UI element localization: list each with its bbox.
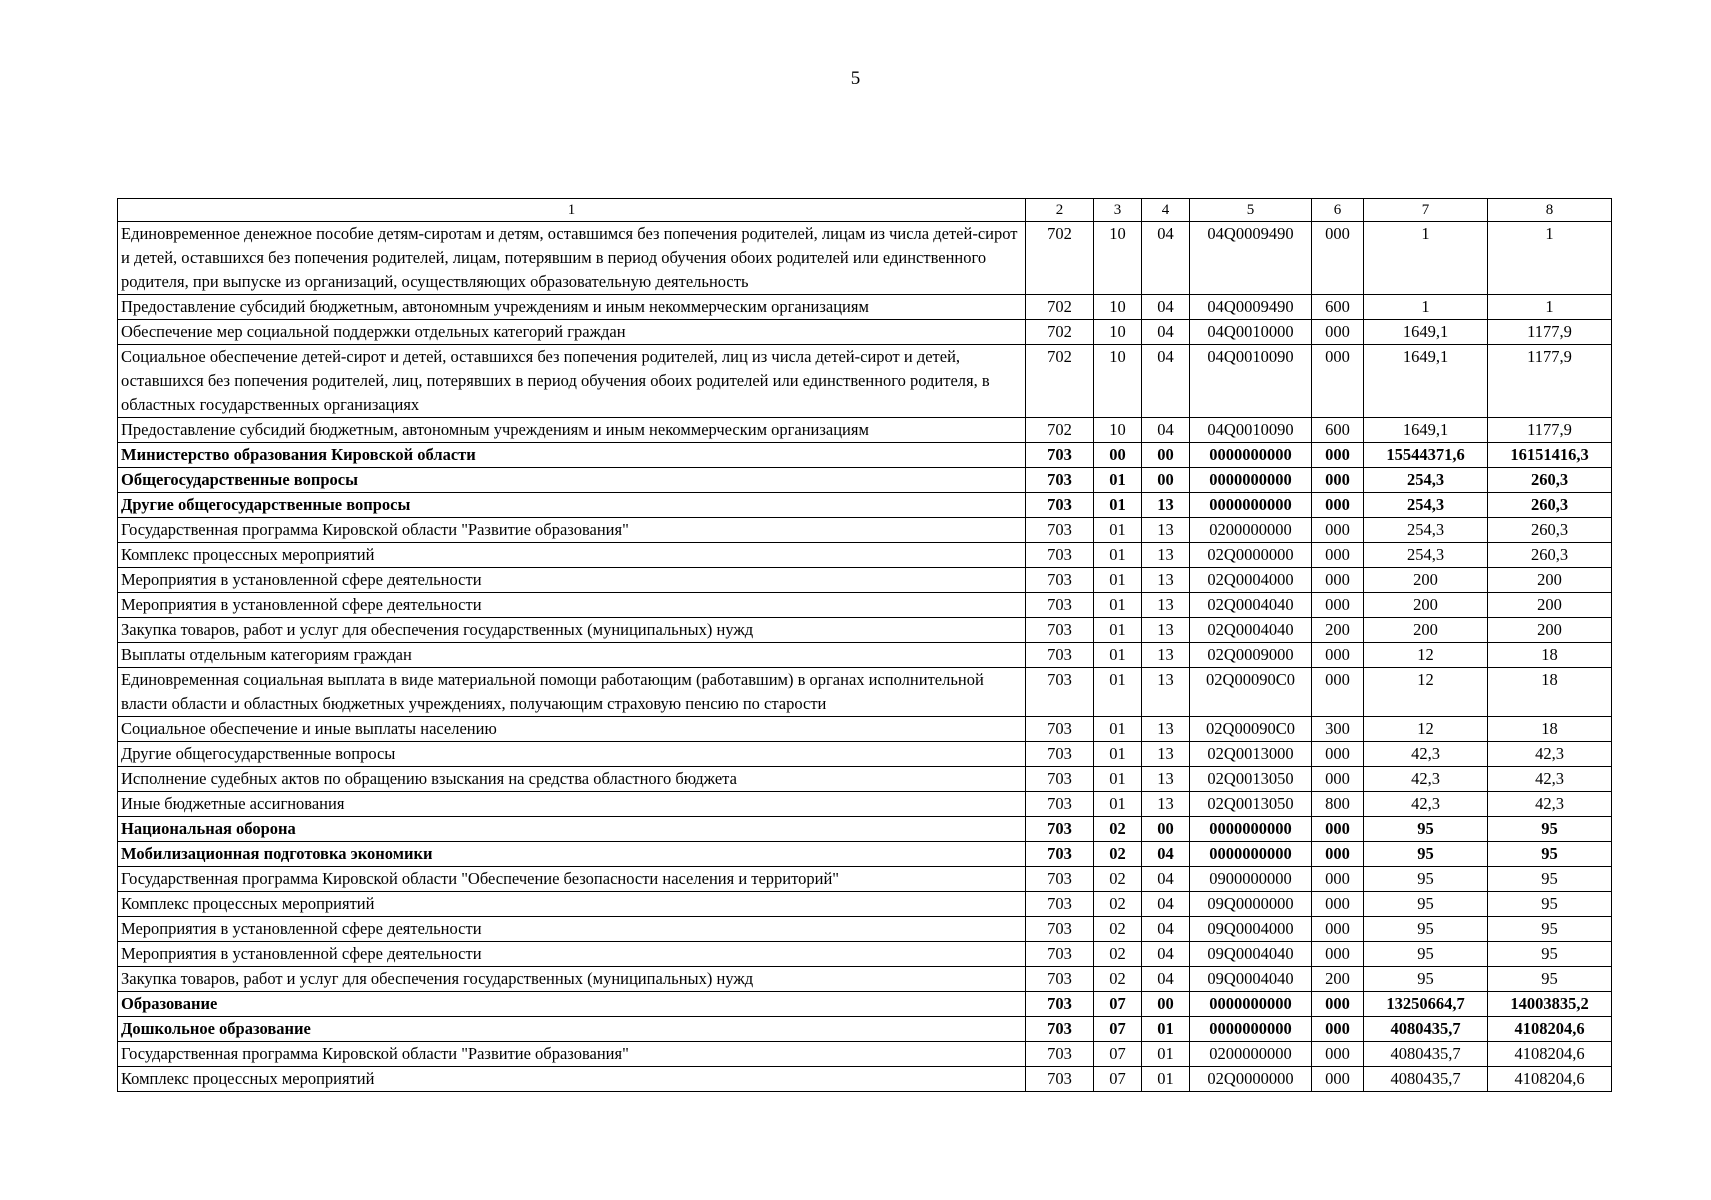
ministry-code-cell: 702	[1026, 295, 1094, 320]
expense-type-cell: 000	[1312, 992, 1364, 1017]
row-name-cell: Выплаты отдельным категориям граждан	[118, 643, 1026, 668]
target-article-cell: 0000000000	[1190, 817, 1312, 842]
target-article-cell: 04Q0010090	[1190, 345, 1312, 418]
expense-type-cell: 000	[1312, 842, 1364, 867]
section-code-cell: 01	[1094, 618, 1142, 643]
target-article-cell: 04Q0009490	[1190, 222, 1312, 295]
expense-type-cell: 000	[1312, 518, 1364, 543]
table-row	[118, 1067, 1612, 1092]
expense-type-cell: 000	[1312, 443, 1364, 468]
row-name-cell: Обеспечение мер социальной поддержки отдельных категорий граждан	[118, 320, 1026, 345]
ministry-code-cell: 703	[1026, 668, 1094, 717]
target-article-cell: 04Q0010000	[1190, 320, 1312, 345]
section-code-cell: 01	[1094, 767, 1142, 792]
target-article-cell: 02Q0000000	[1190, 543, 1312, 568]
ministry-code-cell: 703	[1026, 1067, 1094, 1092]
expense-type-cell: 000	[1312, 643, 1364, 668]
subsection-code-cell: 00	[1142, 992, 1190, 1017]
amount-year2-cell: 200	[1488, 593, 1612, 618]
target-article-cell: 09Q0004040	[1190, 967, 1312, 992]
amount-year2-cell: 42,3	[1488, 742, 1612, 767]
amount-year2-cell: 1	[1488, 222, 1612, 295]
target-article-cell: 0000000000	[1190, 992, 1312, 1017]
target-article-cell: 09Q0000000	[1190, 892, 1312, 917]
amount-year1-cell: 254,3	[1364, 493, 1488, 518]
column-header: 8	[1488, 199, 1612, 222]
amount-year1-cell: 95	[1364, 842, 1488, 867]
table-row	[118, 742, 1612, 767]
target-article-cell: 02Q0004000	[1190, 568, 1312, 593]
expense-type-cell: 200	[1312, 967, 1364, 992]
table-row	[118, 942, 1612, 967]
table-row	[118, 867, 1612, 892]
subsection-code-cell: 00	[1142, 443, 1190, 468]
subsection-code-cell: 04	[1142, 418, 1190, 443]
amount-year2-cell: 95	[1488, 917, 1612, 942]
row-name-cell: Государственная программа Кировской области "Обеспечение безопасности населения и территорий"	[118, 867, 1026, 892]
ministry-code-cell: 703	[1026, 1042, 1094, 1067]
table-row	[118, 443, 1612, 468]
amount-year2-cell: 1177,9	[1488, 418, 1612, 443]
section-code-cell: 01	[1094, 543, 1142, 568]
target-article-cell: 02Q0004040	[1190, 618, 1312, 643]
expense-type-cell: 800	[1312, 792, 1364, 817]
section-code-cell: 02	[1094, 967, 1142, 992]
table-row	[118, 518, 1612, 543]
amount-year1-cell: 1649,1	[1364, 418, 1488, 443]
subsection-code-cell: 04	[1142, 967, 1190, 992]
ministry-code-cell: 703	[1026, 842, 1094, 867]
ministry-code-cell: 703	[1026, 892, 1094, 917]
row-name-cell: Иные бюджетные ассигнования	[118, 792, 1026, 817]
table-row	[118, 892, 1612, 917]
row-name-cell: Предоставление субсидий бюджетным, автономным учреждениям и иным некоммерческим организациям	[118, 418, 1026, 443]
target-article-cell: 0900000000	[1190, 867, 1312, 892]
row-name-cell: Другие общегосударственные вопросы	[118, 742, 1026, 767]
ministry-code-cell: 702	[1026, 418, 1094, 443]
ministry-code-cell: 703	[1026, 942, 1094, 967]
section-code-cell: 10	[1094, 295, 1142, 320]
expense-type-cell: 600	[1312, 295, 1364, 320]
amount-year2-cell: 42,3	[1488, 767, 1612, 792]
amount-year1-cell: 95	[1364, 817, 1488, 842]
subsection-code-cell: 13	[1142, 568, 1190, 593]
expense-type-cell: 000	[1312, 320, 1364, 345]
section-code-cell: 07	[1094, 1042, 1142, 1067]
expense-type-cell: 000	[1312, 493, 1364, 518]
ministry-code-cell: 703	[1026, 717, 1094, 742]
amount-year2-cell: 95	[1488, 967, 1612, 992]
section-code-cell: 01	[1094, 493, 1142, 518]
table-row	[118, 668, 1612, 717]
amount-year1-cell: 200	[1364, 618, 1488, 643]
row-name-cell: Предоставление субсидий бюджетным, автономным учреждениям и иным некоммерческим организациям	[118, 295, 1026, 320]
table-row	[118, 493, 1612, 518]
subsection-code-cell: 13	[1142, 792, 1190, 817]
amount-year2-cell: 18	[1488, 668, 1612, 717]
section-code-cell: 01	[1094, 468, 1142, 493]
row-name-cell: Дошкольное образование	[118, 1017, 1026, 1042]
subsection-code-cell: 01	[1142, 1042, 1190, 1067]
amount-year1-cell: 42,3	[1364, 742, 1488, 767]
subsection-code-cell: 13	[1142, 493, 1190, 518]
row-name-cell: Закупка товаров, работ и услуг для обеспечения государственных (муниципальных) нужд	[118, 618, 1026, 643]
target-article-cell: 0200000000	[1190, 518, 1312, 543]
expense-type-cell: 000	[1312, 222, 1364, 295]
table-row	[118, 717, 1612, 742]
subsection-code-cell: 01	[1142, 1017, 1190, 1042]
row-name-cell: Комплекс процессных мероприятий	[118, 543, 1026, 568]
amount-year1-cell: 200	[1364, 593, 1488, 618]
amount-year2-cell: 1177,9	[1488, 320, 1612, 345]
row-name-cell: Социальное обеспечение детей-сирот и детей, оставшихся без попечения родителей, лиц из числа детей-сирот и детей, оставшихся без попечения родителей, лиц, потерявших в период обучения обоих родителей или единственного родителя, в областных государственных организациях	[118, 345, 1026, 418]
section-code-cell: 02	[1094, 842, 1142, 867]
subsection-code-cell: 13	[1142, 668, 1190, 717]
amount-year1-cell: 42,3	[1364, 792, 1488, 817]
target-article-cell: 0000000000	[1190, 443, 1312, 468]
column-header: 2	[1026, 199, 1094, 222]
section-code-cell: 01	[1094, 593, 1142, 618]
amount-year2-cell: 95	[1488, 867, 1612, 892]
target-article-cell: 0000000000	[1190, 1017, 1312, 1042]
section-code-cell: 01	[1094, 643, 1142, 668]
expense-type-cell: 000	[1312, 892, 1364, 917]
row-name-cell: Единовременная социальная выплата в виде материальной помощи работающим (работавшим) в органах исполнительной власти области и областных бюджетных учреждениях, получающим страховую пенсию по старости	[118, 668, 1026, 717]
amount-year2-cell: 4108204,6	[1488, 1042, 1612, 1067]
row-name-cell: Мероприятия в установленной сфере деятельности	[118, 568, 1026, 593]
expense-type-cell: 600	[1312, 418, 1364, 443]
expense-type-cell: 000	[1312, 468, 1364, 493]
amount-year1-cell: 4080435,7	[1364, 1067, 1488, 1092]
row-name-cell: Государственная программа Кировской области "Развитие образования"	[118, 518, 1026, 543]
expense-type-cell: 000	[1312, 742, 1364, 767]
amount-year1-cell: 4080435,7	[1364, 1017, 1488, 1042]
row-name-cell: Национальная оборона	[118, 817, 1026, 842]
ministry-code-cell: 703	[1026, 568, 1094, 593]
expense-type-cell: 000	[1312, 1042, 1364, 1067]
expense-type-cell: 000	[1312, 942, 1364, 967]
amount-year1-cell: 254,3	[1364, 543, 1488, 568]
amount-year2-cell: 42,3	[1488, 792, 1612, 817]
subsection-code-cell: 04	[1142, 320, 1190, 345]
section-code-cell: 01	[1094, 568, 1142, 593]
amount-year1-cell: 13250664,7	[1364, 992, 1488, 1017]
target-article-cell: 02Q0000000	[1190, 1067, 1312, 1092]
row-name-cell: Общегосударственные вопросы	[118, 468, 1026, 493]
table-row	[118, 618, 1612, 643]
amount-year2-cell: 260,3	[1488, 493, 1612, 518]
section-code-cell: 00	[1094, 443, 1142, 468]
section-code-cell: 10	[1094, 345, 1142, 418]
target-article-cell: 02Q00090C0	[1190, 668, 1312, 717]
amount-year2-cell: 260,3	[1488, 518, 1612, 543]
column-header: 6	[1312, 199, 1364, 222]
amount-year2-cell: 95	[1488, 892, 1612, 917]
ministry-code-cell: 703	[1026, 643, 1094, 668]
row-name-cell: Государственная программа Кировской области "Развитие образования"	[118, 1042, 1026, 1067]
section-code-cell: 02	[1094, 917, 1142, 942]
amount-year1-cell: 95	[1364, 917, 1488, 942]
target-article-cell: 04Q0010090	[1190, 418, 1312, 443]
target-article-cell: 02Q00090C0	[1190, 717, 1312, 742]
expense-type-cell: 000	[1312, 917, 1364, 942]
expense-type-cell: 000	[1312, 593, 1364, 618]
amount-year2-cell: 4108204,6	[1488, 1067, 1612, 1092]
subsection-code-cell: 04	[1142, 295, 1190, 320]
amount-year1-cell: 95	[1364, 967, 1488, 992]
target-article-cell: 0000000000	[1190, 493, 1312, 518]
expense-type-cell: 000	[1312, 668, 1364, 717]
row-name-cell: Другие общегосударственные вопросы	[118, 493, 1026, 518]
subsection-code-cell: 13	[1142, 593, 1190, 618]
ministry-code-cell: 703	[1026, 792, 1094, 817]
ministry-code-cell: 703	[1026, 1017, 1094, 1042]
amount-year2-cell: 1177,9	[1488, 345, 1612, 418]
amount-year1-cell: 1	[1364, 222, 1488, 295]
amount-year2-cell: 14003835,2	[1488, 992, 1612, 1017]
ministry-code-cell: 703	[1026, 767, 1094, 792]
expense-type-cell: 000	[1312, 767, 1364, 792]
ministry-code-cell: 703	[1026, 468, 1094, 493]
column-header: 4	[1142, 199, 1190, 222]
amount-year2-cell: 260,3	[1488, 543, 1612, 568]
ministry-code-cell: 703	[1026, 742, 1094, 767]
column-header: 5	[1190, 199, 1312, 222]
section-code-cell: 10	[1094, 320, 1142, 345]
amount-year1-cell: 1649,1	[1364, 320, 1488, 345]
target-article-cell: 0000000000	[1190, 842, 1312, 867]
row-name-cell: Исполнение судебных актов по обращению взыскания на средства областного бюджета	[118, 767, 1026, 792]
row-name-cell: Комплекс процессных мероприятий	[118, 1067, 1026, 1092]
table-row	[118, 222, 1612, 295]
row-name-cell: Закупка товаров, работ и услуг для обеспечения государственных (муниципальных) нужд	[118, 967, 1026, 992]
row-name-cell: Комплекс процессных мероприятий	[118, 892, 1026, 917]
amount-year2-cell: 200	[1488, 568, 1612, 593]
amount-year1-cell: 1649,1	[1364, 345, 1488, 418]
row-name-cell: Образование	[118, 992, 1026, 1017]
expense-type-cell: 200	[1312, 618, 1364, 643]
subsection-code-cell: 04	[1142, 942, 1190, 967]
table-row	[118, 817, 1612, 842]
subsection-code-cell: 00	[1142, 817, 1190, 842]
ministry-code-cell: 703	[1026, 518, 1094, 543]
amount-year1-cell: 95	[1364, 867, 1488, 892]
ministry-code-cell: 703	[1026, 593, 1094, 618]
expense-type-cell: 000	[1312, 543, 1364, 568]
target-article-cell: 09Q0004000	[1190, 917, 1312, 942]
table-row	[118, 593, 1612, 618]
amount-year2-cell: 95	[1488, 942, 1612, 967]
ministry-code-cell: 703	[1026, 992, 1094, 1017]
target-article-cell: 02Q0009000	[1190, 643, 1312, 668]
target-article-cell: 09Q0004040	[1190, 942, 1312, 967]
amount-year2-cell: 1	[1488, 295, 1612, 320]
row-name-cell: Мероприятия в установленной сфере деятельности	[118, 593, 1026, 618]
section-code-cell: 02	[1094, 892, 1142, 917]
amount-year1-cell: 95	[1364, 892, 1488, 917]
row-name-cell: Единовременное денежное пособие детям-сиротам и детям, оставшимся без попечения родителей, лицам из числа детей-сирот и детей, оставшихся без попечения родителей, лицам, потерявшим в период обучения обоих родителей или единственного родителя, при выпуске из организаций, осуществляющих образовательную деятельность	[118, 222, 1026, 295]
amount-year2-cell: 200	[1488, 618, 1612, 643]
section-code-cell: 10	[1094, 418, 1142, 443]
section-code-cell: 07	[1094, 1017, 1142, 1042]
amount-year2-cell: 4108204,6	[1488, 1017, 1612, 1042]
expense-type-cell: 000	[1312, 817, 1364, 842]
amount-year1-cell: 12	[1364, 668, 1488, 717]
table-row	[118, 917, 1612, 942]
subsection-code-cell: 04	[1142, 867, 1190, 892]
section-code-cell: 07	[1094, 992, 1142, 1017]
subsection-code-cell: 13	[1142, 717, 1190, 742]
table-row	[118, 1017, 1612, 1042]
subsection-code-cell: 01	[1142, 1067, 1190, 1092]
ministry-code-cell: 703	[1026, 618, 1094, 643]
section-code-cell: 01	[1094, 518, 1142, 543]
amount-year1-cell: 4080435,7	[1364, 1042, 1488, 1067]
amount-year1-cell: 12	[1364, 643, 1488, 668]
row-name-cell: Мобилизационная подготовка экономики	[118, 842, 1026, 867]
amount-year1-cell: 12	[1364, 717, 1488, 742]
amount-year2-cell: 95	[1488, 817, 1612, 842]
ministry-code-cell: 702	[1026, 320, 1094, 345]
target-article-cell: 02Q0004040	[1190, 593, 1312, 618]
subsection-code-cell: 13	[1142, 618, 1190, 643]
subsection-code-cell: 04	[1142, 222, 1190, 295]
subsection-code-cell: 04	[1142, 917, 1190, 942]
row-name-cell: Мероприятия в установленной сфере деятельности	[118, 917, 1026, 942]
section-code-cell: 01	[1094, 717, 1142, 742]
target-article-cell: 02Q0013050	[1190, 792, 1312, 817]
table-row	[118, 967, 1612, 992]
table-row	[118, 320, 1612, 345]
amount-year2-cell: 16151416,3	[1488, 443, 1612, 468]
expense-type-cell: 000	[1312, 568, 1364, 593]
amount-year1-cell: 42,3	[1364, 767, 1488, 792]
table-row	[118, 767, 1612, 792]
table-row	[118, 468, 1612, 493]
row-name-cell: Мероприятия в установленной сфере деятельности	[118, 942, 1026, 967]
amount-year2-cell: 260,3	[1488, 468, 1612, 493]
amount-year1-cell: 254,3	[1364, 518, 1488, 543]
page-number: 5	[850, 68, 861, 89]
table-header-row	[118, 199, 1612, 222]
ministry-code-cell: 703	[1026, 817, 1094, 842]
ministry-code-cell: 703	[1026, 917, 1094, 942]
expense-type-cell: 000	[1312, 1017, 1364, 1042]
table-row	[118, 792, 1612, 817]
target-article-cell: 04Q0009490	[1190, 295, 1312, 320]
section-code-cell: 10	[1094, 222, 1142, 295]
section-code-cell: 02	[1094, 942, 1142, 967]
table-row	[118, 992, 1612, 1017]
table-row	[118, 568, 1612, 593]
table-row	[118, 345, 1612, 418]
amount-year2-cell: 18	[1488, 717, 1612, 742]
target-article-cell: 02Q0013000	[1190, 742, 1312, 767]
section-code-cell: 02	[1094, 817, 1142, 842]
subsection-code-cell: 13	[1142, 767, 1190, 792]
ministry-code-cell: 702	[1026, 222, 1094, 295]
table-row	[118, 543, 1612, 568]
column-header: 1	[118, 199, 1026, 222]
amount-year1-cell: 200	[1364, 568, 1488, 593]
ministry-code-cell: 703	[1026, 493, 1094, 518]
column-header: 7	[1364, 199, 1488, 222]
subsection-code-cell: 04	[1142, 345, 1190, 418]
subsection-code-cell: 00	[1142, 468, 1190, 493]
ministry-code-cell: 703	[1026, 443, 1094, 468]
amount-year1-cell: 1	[1364, 295, 1488, 320]
expense-type-cell: 000	[1312, 1067, 1364, 1092]
table-row	[118, 842, 1612, 867]
expense-type-cell: 300	[1312, 717, 1364, 742]
ministry-code-cell: 702	[1026, 345, 1094, 418]
target-article-cell: 02Q0013050	[1190, 767, 1312, 792]
column-header: 3	[1094, 199, 1142, 222]
table-row	[118, 1042, 1612, 1067]
table-row	[118, 643, 1612, 668]
amount-year2-cell: 95	[1488, 842, 1612, 867]
section-code-cell: 01	[1094, 792, 1142, 817]
ministry-code-cell: 703	[1026, 867, 1094, 892]
target-article-cell: 0200000000	[1190, 1042, 1312, 1067]
table-body	[118, 222, 1612, 1092]
amount-year1-cell: 95	[1364, 942, 1488, 967]
subsection-code-cell: 13	[1142, 742, 1190, 767]
subsection-code-cell: 04	[1142, 842, 1190, 867]
amount-year1-cell: 254,3	[1364, 468, 1488, 493]
table-row	[118, 418, 1612, 443]
ministry-code-cell: 703	[1026, 543, 1094, 568]
amount-year1-cell: 15544371,6	[1364, 443, 1488, 468]
section-code-cell: 02	[1094, 867, 1142, 892]
subsection-code-cell: 04	[1142, 892, 1190, 917]
row-name-cell: Министерство образования Кировской области	[118, 443, 1026, 468]
section-code-cell: 01	[1094, 668, 1142, 717]
section-code-cell: 01	[1094, 742, 1142, 767]
expense-type-cell: 000	[1312, 345, 1364, 418]
amount-year2-cell: 18	[1488, 643, 1612, 668]
ministry-code-cell: 703	[1026, 967, 1094, 992]
table-row	[118, 295, 1612, 320]
budget-table	[117, 198, 1612, 1092]
subsection-code-cell: 13	[1142, 518, 1190, 543]
expense-type-cell: 000	[1312, 867, 1364, 892]
target-article-cell: 0000000000	[1190, 468, 1312, 493]
section-code-cell: 07	[1094, 1067, 1142, 1092]
subsection-code-cell: 13	[1142, 643, 1190, 668]
subsection-code-cell: 13	[1142, 543, 1190, 568]
row-name-cell: Социальное обеспечение и иные выплаты населению	[118, 717, 1026, 742]
